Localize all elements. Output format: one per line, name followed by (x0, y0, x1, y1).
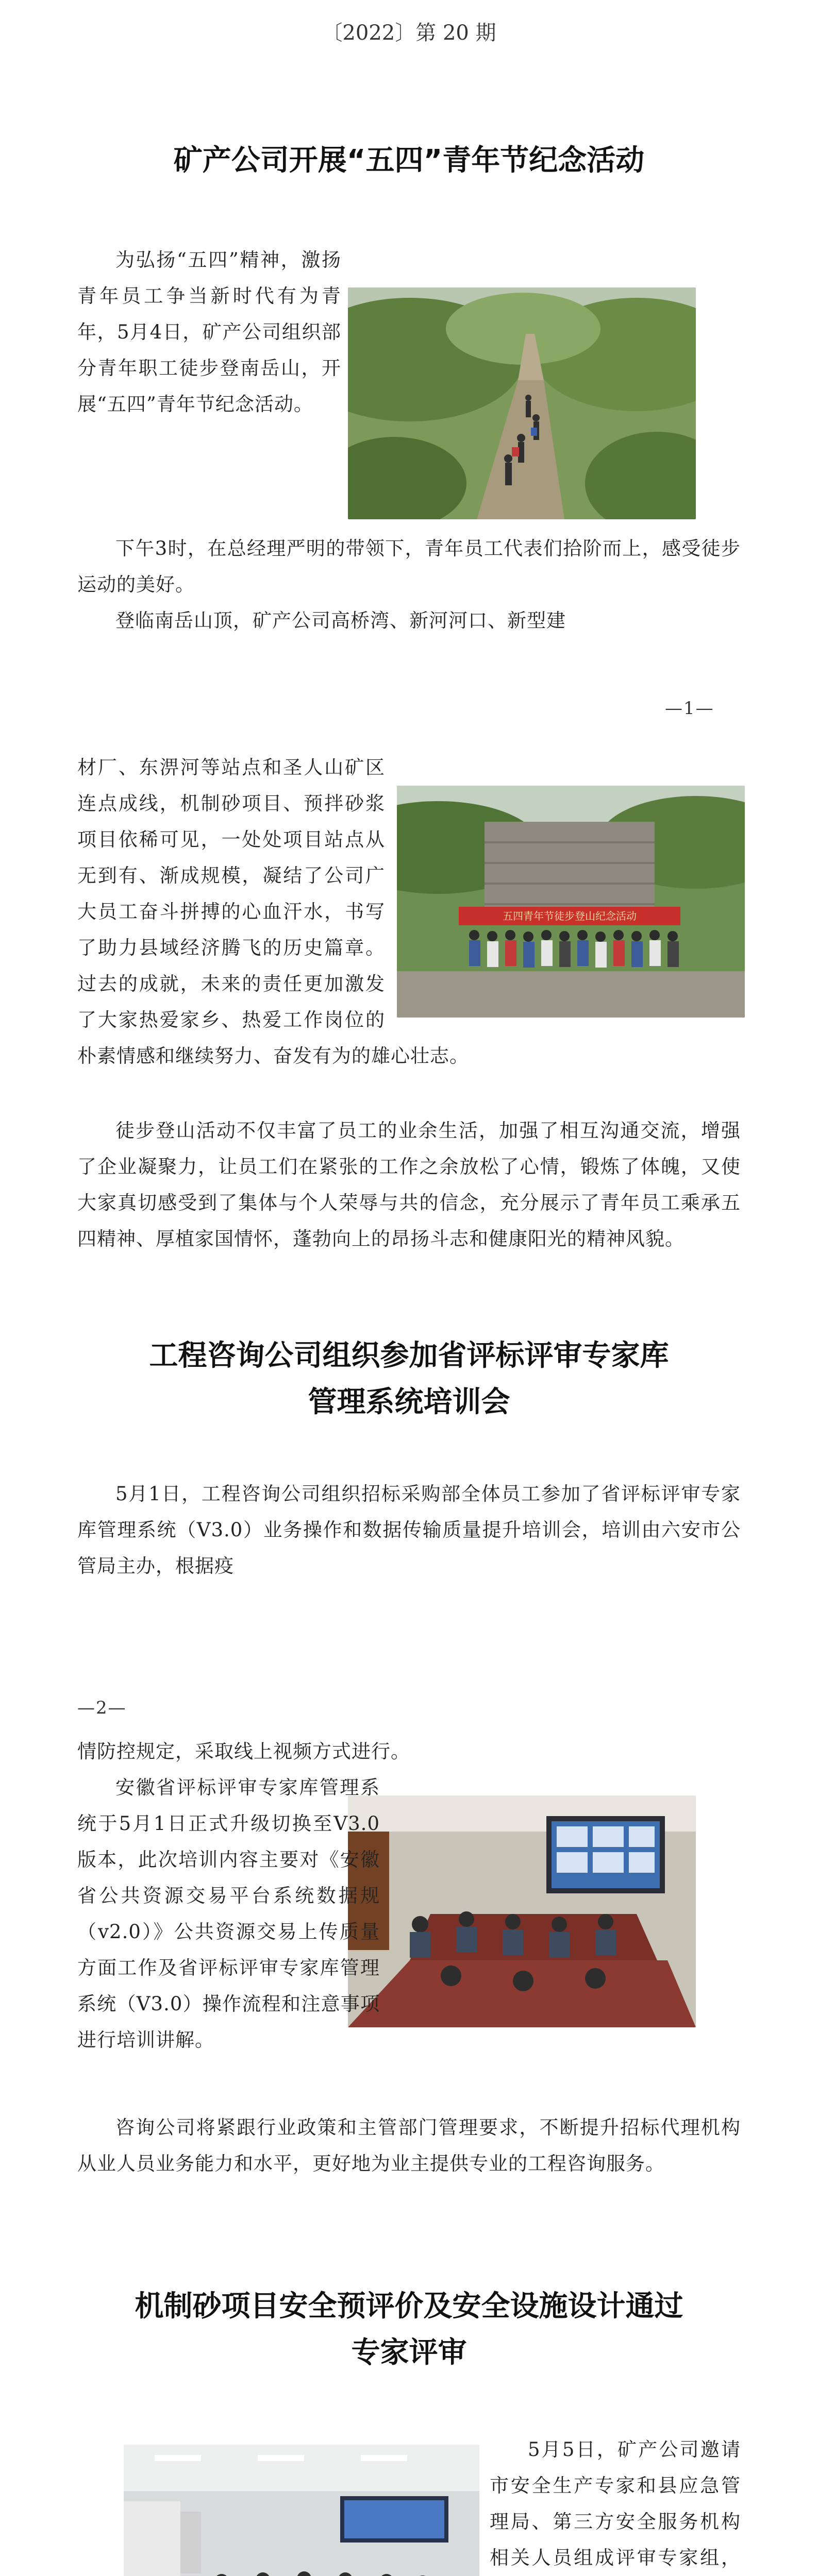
article1-p3b: 材厂、东淠河等站点和圣人山矿区连点成线，机制砂项目、预拌砂浆项目依稀可见，一处处项目站点从无到有、渐成规模，凝结了公司广大员工奋斗拼搏的心血汗水，书写了助力县域经济腾飞的历史篇章。过去的成就，未来的责任更加激发了大家热爱家乡、热爱工作岗位的朴素情感和继续努力、奋发有为的雄心壮志。 (77, 750, 741, 1074)
photo-wrap-spacer (77, 2432, 490, 2576)
photo-wrap-spacer (341, 279, 741, 516)
article1-p1: 为弘扬“五四”精神，激扬青年员工争当新时代有为青年，5月4日，矿产公司组织部分青年职工徒步登南岳山，开展“五四”青年节纪念活动。 (77, 242, 741, 516)
article3-title-line2: 专家评审 (351, 2336, 467, 2369)
article2-p3: 咨询公司将紧跟行业政策和主管部门管理要求，不断提升招标代理机构从业人员业务能力和水平，更好地为业主提供专业的工程咨询服务。 (77, 2116, 741, 2175)
article3-p1a: 5月5日，矿产公司邀请市安全生产专家和县应急管理局、第三方安全服务机构相关人员组成评审专家组， (77, 2432, 741, 2576)
article2-p1a: 5月1日，工程咨询公司组织招标采购部全体员工参加了省评标评审专家库管理系统（V3.0）业务操作和数据传输质量提升培训会，培训由六安市公管局主办，根据疫 (77, 1483, 741, 1577)
article1-p2: 下午3时，在总经理严明的带领下，青年员工代表们拾阶而上，感受徒步运动的美好。 (77, 537, 741, 596)
issue-number: 〔2022〕第 20 期 (322, 21, 496, 45)
photo-wrap-spacer (380, 1770, 741, 2032)
article1-banner-text: 五四青年节徒步登山纪念活动 (503, 910, 637, 922)
page-number-2: —2— (77, 1698, 127, 1718)
article2-title-line2: 管理系统培训会 (308, 1385, 510, 1419)
photo-wrap-spacer (385, 750, 741, 1028)
article3-title-line1: 机制砂项目安全预评价及安全设施设计通过 (135, 2290, 683, 2323)
page-number-1: —1— (665, 698, 714, 719)
article2-p2: 安徽省评标评审专家库管理系统于5月1日正式升级切换至V3.0版本，此次培训内容主要对《安徽省公共资源交易平台系统数据规（v2.0）》公共资源交易上传质量方面工作及省评标评审专家库管理系统（V3.0）操作流程和注意事项进行培训讲解。 (77, 1770, 741, 2058)
article2-title-line1: 工程咨询公司组织参加省评标评审专家库 (149, 1339, 669, 1372)
article2-p1b: 情防控规定，采取线上视频方式进行。 (77, 1740, 410, 1762)
article1-title: 矿产公司开展“五四”青年节纪念活动 (173, 144, 645, 177)
article1-p3a: 登临南岳山顶，矿产公司高桥湾、新河河口、新型建 (115, 609, 566, 632)
article1-p4: 徒步登山活动不仅丰富了员工的业余生活，加强了相互沟通交流，增强了企业凝聚力，让员工们在紧张的工作之余放松了心情，锻炼了体魄，又使大家真切感受到了集体与个人荣辱与共的信念，充分展示了青年员工乘承五四精神、厚植家国情怀，蓬勃向上的昂扬斗志和健康阳光的精神风貌。 (77, 1120, 741, 1250)
